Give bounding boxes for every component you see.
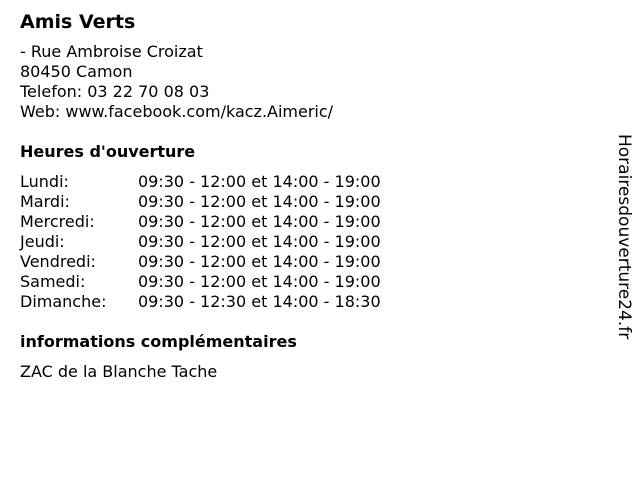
extra-info-text: ZAC de la Blanche Tache <box>20 362 218 381</box>
hours-time: 09:30 - 12:30 et 14:00 - 18:30 <box>138 292 381 311</box>
website-line: Web: www.facebook.com/kacz.Aimeric/ <box>20 102 334 121</box>
hours-day: Dimanche: <box>20 292 107 311</box>
hours-time: 09:30 - 12:00 et 14:00 - 19:00 <box>138 212 381 231</box>
hours-table <box>20 172 600 312</box>
hours-row-dimanche <box>20 292 600 312</box>
hours-row-jeudi <box>20 232 600 252</box>
extra-info-title: informations complémentaires <box>20 332 297 351</box>
hours-day: Jeudi: <box>20 232 65 251</box>
address-street: - Rue Ambroise Croizat <box>20 42 203 61</box>
hours-row-samedi <box>20 272 600 292</box>
hours-day: Mercredi: <box>20 212 95 231</box>
hours-day: Samedi: <box>20 272 86 291</box>
business-card <box>20 10 600 382</box>
hours-day: Mardi: <box>20 192 70 211</box>
hours-time: 09:30 - 12:00 et 14:00 - 19:00 <box>138 192 381 211</box>
hours-time: 09:30 - 12:00 et 14:00 - 19:00 <box>138 172 381 191</box>
hours-time: 09:30 - 12:00 et 14:00 - 19:00 <box>138 252 381 271</box>
hours-time: 09:30 - 12:00 et 14:00 - 19:00 <box>138 232 381 251</box>
hours-row-mardi <box>20 192 600 212</box>
hours-time: 09:30 - 12:00 et 14:00 - 19:00 <box>138 272 381 291</box>
brand-vertical-text: Horairesdouverture24.fr <box>614 134 634 340</box>
hours-day: Vendredi: <box>20 252 96 271</box>
hours-title: Heures d'ouverture <box>20 142 196 161</box>
phone-line: Telefon: 03 22 70 08 03 <box>20 82 210 101</box>
hours-row-mercredi <box>20 212 600 232</box>
business-name: Amis Verts <box>20 11 136 33</box>
address-city: 80450 Camon <box>20 62 133 81</box>
hours-row-lundi <box>20 172 600 192</box>
hours-day: Lundi: <box>20 172 69 191</box>
hours-row-vendredi <box>20 252 600 272</box>
